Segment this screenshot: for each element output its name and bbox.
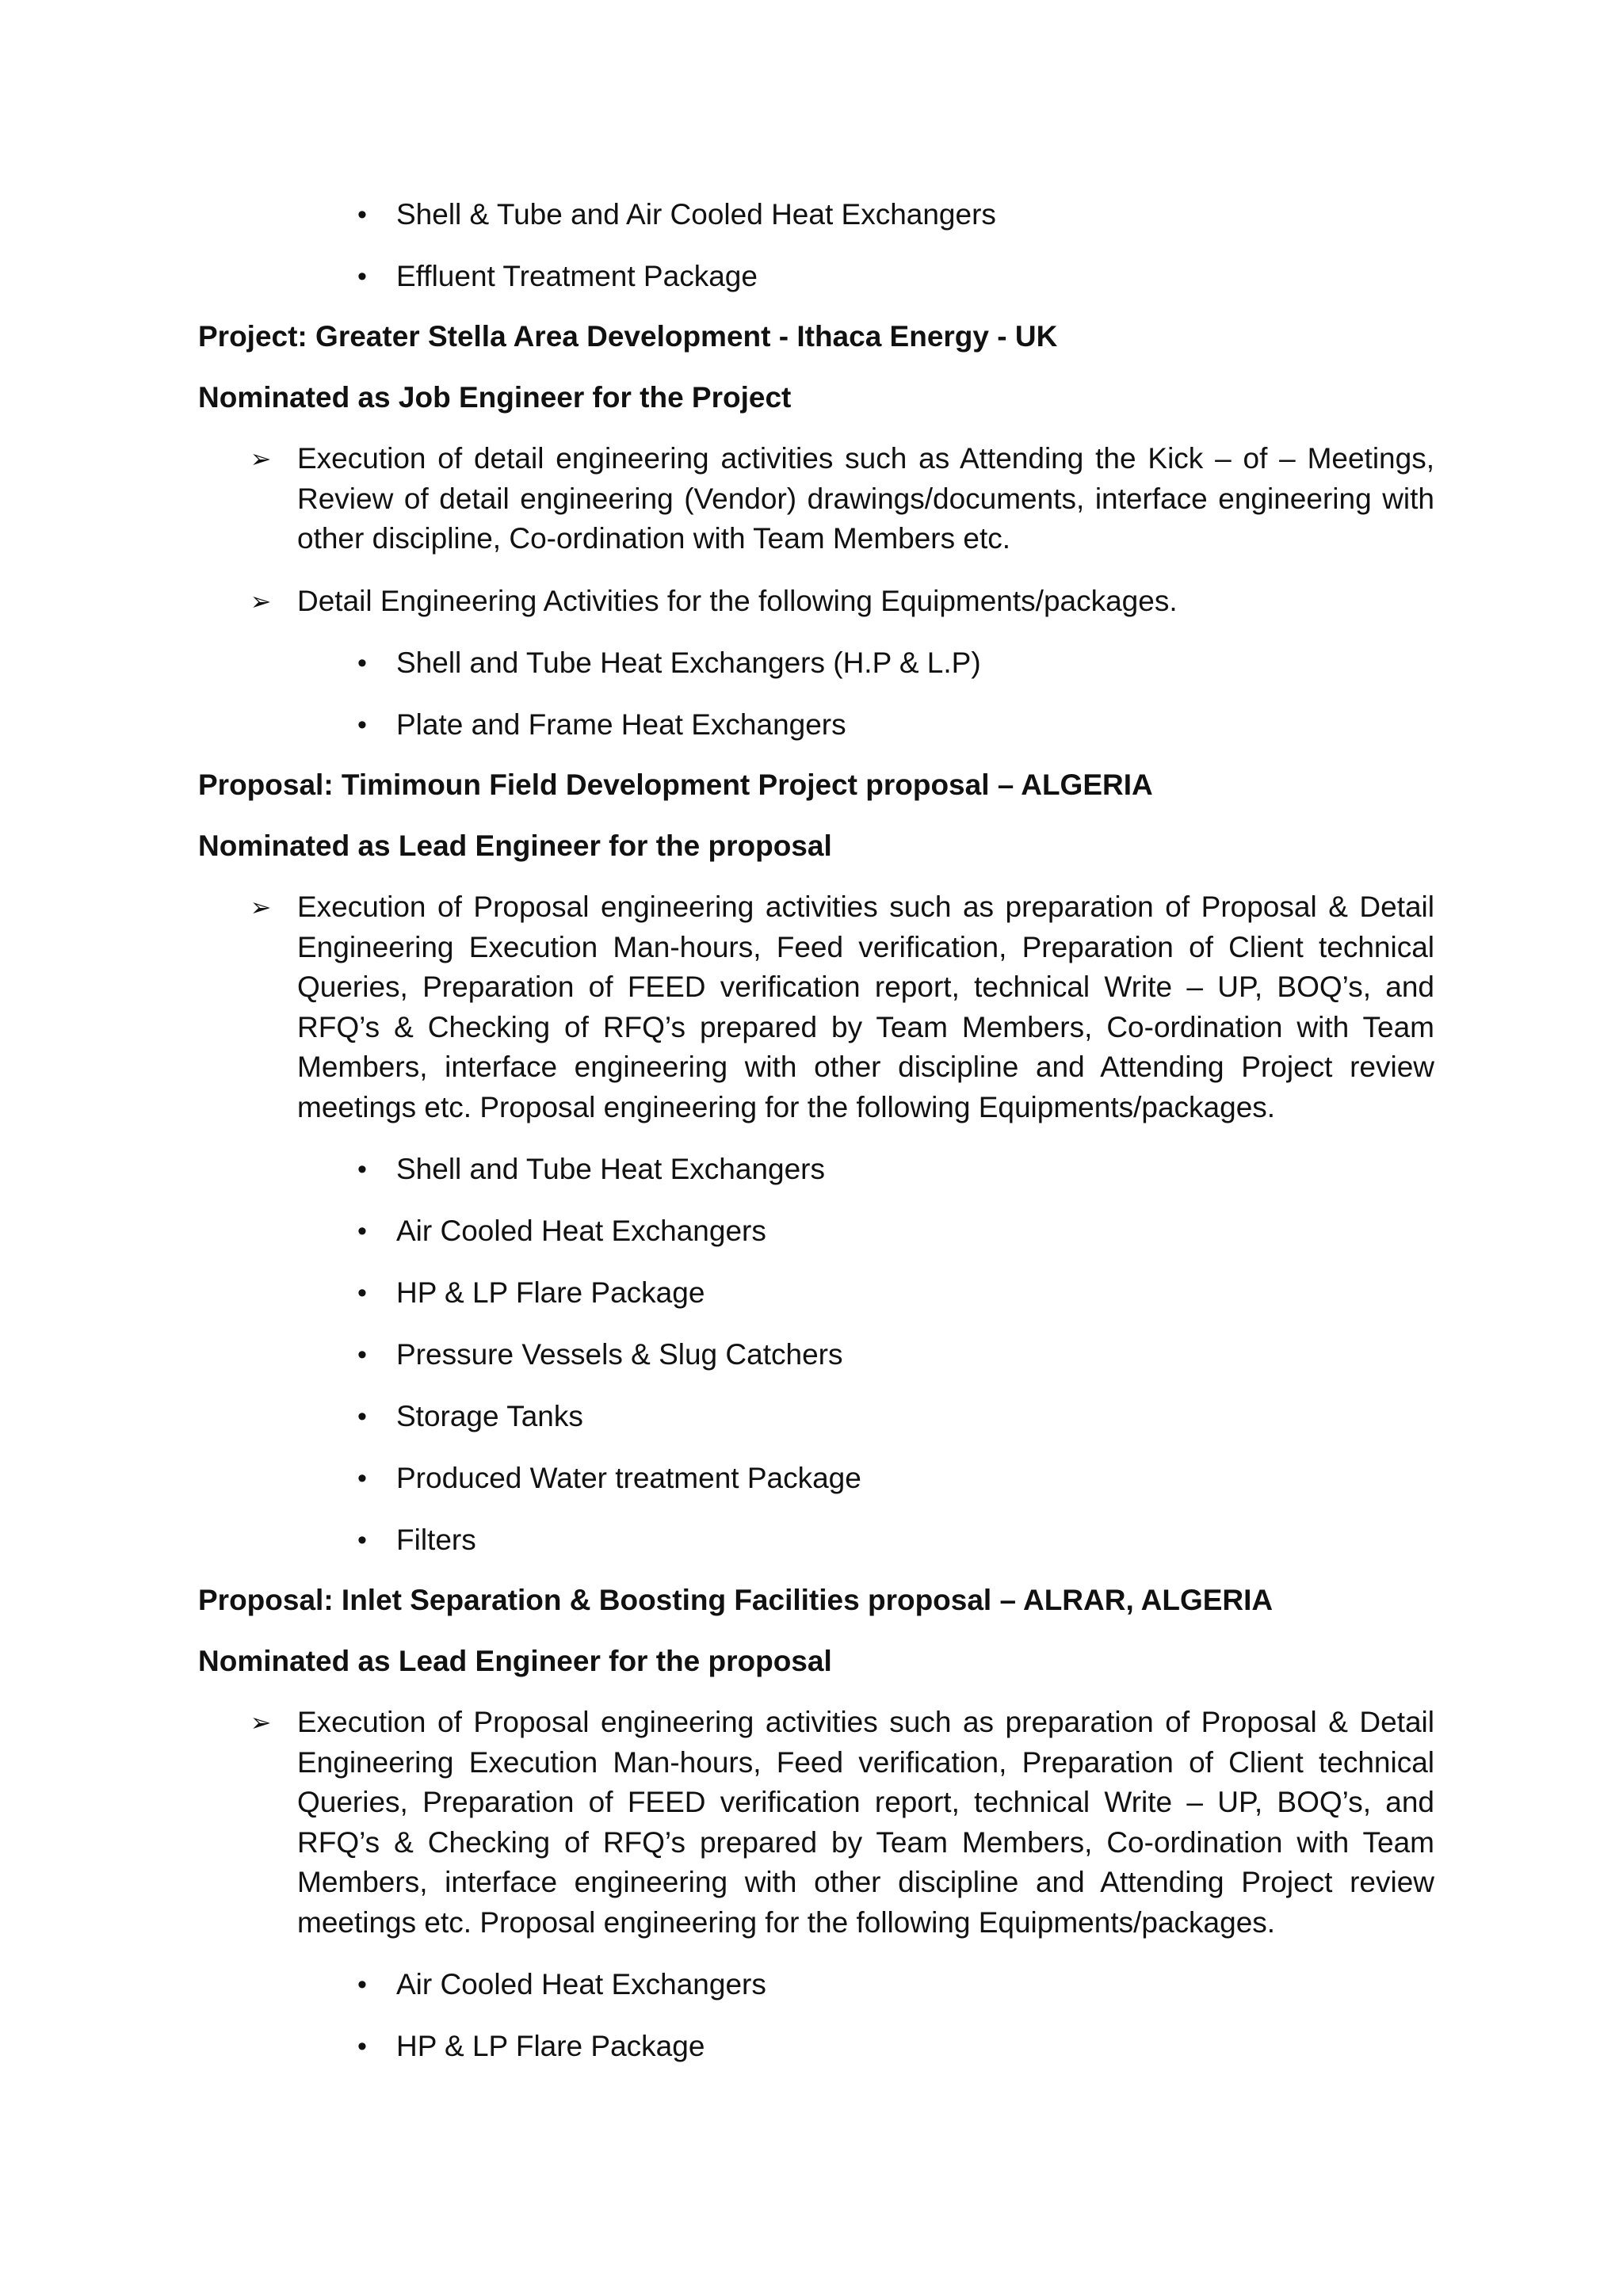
equipment-bullet — [198, 643, 1434, 683]
equipment-bullet — [198, 1520, 1434, 1560]
bullet-dot-icon: • — [357, 261, 367, 292]
bullet-dot-icon: • — [357, 710, 367, 740]
activity-text: Detail Engineering Activities for the following Equipments/packages. — [297, 584, 1178, 617]
activity-text: Execution of Proposal engineering activities such as preparation of Proposal & Detail Engineering Execution Man-hours, Feed verification, Preparation of Client technical Queries, Preparation of FEED verification report, technical Write – UP, BOQ’s, and RFQ’s & Checking of RFQ’s prepared by Team Members, Co-ordination with Team Members, interface engineering with other discipline and Attending Project review meetings etc. Proposal engineering for the following Equipments/packages. — [297, 891, 1434, 1123]
document-content — [198, 195, 1434, 2088]
bullet-dot-icon: • — [357, 1216, 367, 1246]
bullet-dot-icon: • — [357, 1402, 367, 1432]
equipment-bullet — [198, 705, 1434, 745]
activity-text: Execution of detail engineering activities such as Attending the Kick – of – Meetings, Review of detail engineering (Vendor) drawings/documents, interface engineering with other discipline, Co-ordination with Team Members etc. — [297, 442, 1434, 555]
equipment-bullet — [198, 1965, 1434, 2004]
section-title: Proposal: Inlet Separation & Boosting Facilities proposal – ALRAR, ALGERIA — [198, 1584, 1274, 1616]
equipment-item: Air Cooled Heat Exchangers — [396, 1215, 766, 1247]
activity-item — [198, 887, 1434, 1127]
equipment-item: Effluent Treatment Package — [396, 260, 758, 292]
section-title: Project: Greater Stella Area Development - Ithaca Energy - UK — [198, 320, 1058, 353]
bullet-dot-icon: • — [357, 1525, 367, 1555]
section-role: Nominated as Lead Engineer for the proposal — [198, 1645, 832, 1677]
equipment-bullet — [198, 257, 1434, 296]
arrow-bullet-icon: ➢ — [250, 893, 272, 921]
equipment-bullet — [198, 195, 1434, 235]
section-title: Proposal: Timimoun Field Development Project proposal – ALGERIA — [198, 769, 1153, 801]
bullet-dot-icon: • — [357, 2031, 367, 2061]
equipment-item: Storage Tanks — [396, 1400, 583, 1432]
equipment-item: Air Cooled Heat Exchangers — [396, 1968, 766, 2000]
activity-item — [198, 1703, 1434, 1943]
equipment-item: HP & LP Flare Package — [396, 1276, 705, 1309]
equipment-bullet — [198, 1335, 1434, 1375]
equipment-bullet — [198, 1150, 1434, 1189]
equipment-item: HP & LP Flare Package — [396, 2030, 705, 2062]
equipment-item: Plate and Frame Heat Exchangers — [396, 708, 846, 741]
bullet-dot-icon: • — [357, 1278, 367, 1308]
activity-item — [198, 582, 1434, 622]
equipment-item: Pressure Vessels & Slug Catchers — [396, 1338, 843, 1371]
activity-item — [198, 439, 1434, 559]
equipment-bullet — [198, 1459, 1434, 1498]
arrow-bullet-icon: ➢ — [250, 1708, 272, 1737]
arrow-bullet-icon: ➢ — [250, 444, 272, 473]
equipment-bullet — [198, 1273, 1434, 1313]
equipment-item: Shell & Tube and Air Cooled Heat Exchangers — [396, 198, 996, 231]
bullet-dot-icon: • — [357, 1340, 367, 1370]
bullet-dot-icon: • — [357, 200, 367, 230]
activity-text: Execution of Proposal engineering activities such as preparation of Proposal & Detail Engineering Execution Man-hours, Feed verification, Preparation of Client technical Queries, Preparation of FEED verification report, technical Write – UP, BOQ’s, and RFQ’s & Checking of RFQ’s prepared by Team Members, Co-ordination with Team Members, interface engineering with other discipline and Attending Project review meetings etc. Proposal engineering for the following Equipments/packages. — [297, 1706, 1434, 1939]
equipment-item: Shell and Tube Heat Exchangers (H.P & L.P) — [396, 646, 981, 679]
arrow-bullet-icon: ➢ — [250, 586, 272, 616]
equipment-bullet — [198, 2027, 1434, 2066]
equipment-item: Shell and Tube Heat Exchangers — [396, 1153, 825, 1185]
equipment-bullet — [198, 1397, 1434, 1436]
section-role: Nominated as Job Engineer for the Project — [198, 381, 792, 414]
bullet-dot-icon: • — [357, 648, 367, 678]
equipment-bullet — [198, 1211, 1434, 1251]
bullet-dot-icon: • — [357, 1970, 367, 2000]
bullet-dot-icon: • — [357, 1463, 367, 1493]
bullet-dot-icon: • — [357, 1154, 367, 1184]
equipment-item: Filters — [396, 1524, 476, 1556]
section-role: Nominated as Lead Engineer for the proposal — [198, 830, 832, 862]
equipment-item: Produced Water treatment Package — [396, 1462, 861, 1494]
